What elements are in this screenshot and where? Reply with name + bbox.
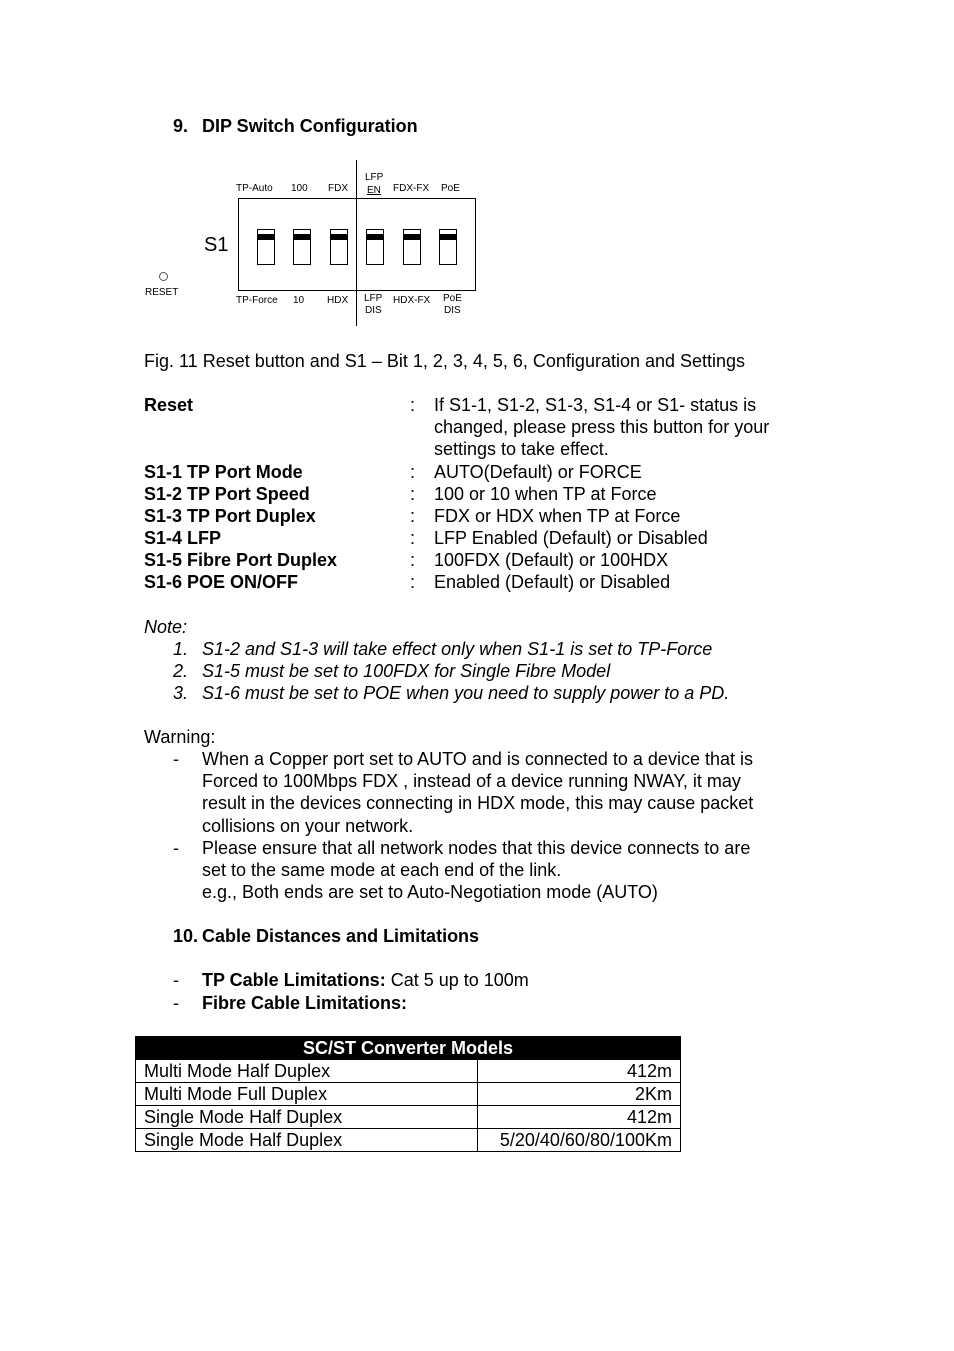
note-heading: Note: [144, 617, 188, 637]
note-item: S1-5 must be set to 100FDX for Single Fibre Model [202, 661, 611, 681]
setting-value: AUTO(Default) or FORCE [434, 462, 642, 482]
dip-switch-6[interactable] [439, 229, 457, 265]
limit-value: Cat 5 up to 100m [385, 970, 529, 990]
warning-dash: - [173, 749, 179, 769]
warning-line: When a Copper port set to AUTO and is connected to a device that is [202, 749, 753, 769]
warning-heading: Warning: [144, 727, 216, 747]
setting-colon: : [410, 462, 416, 482]
reset-button[interactable] [159, 272, 168, 281]
setting-name: S1-5 Fibre Port Duplex [144, 550, 338, 570]
table-row [136, 1060, 681, 1083]
warning-dash: - [173, 838, 179, 858]
dip-switch-1[interactable] [257, 229, 275, 265]
setting-value: Enabled (Default) or Disabled [434, 572, 671, 592]
top-label-en: EN [367, 185, 381, 196]
top-label-poe: PoE [441, 183, 460, 194]
setting-value: 100FDX (Default) or 100HDX [434, 550, 669, 570]
limit-dash: - [173, 970, 179, 990]
setting-colon: : [410, 484, 416, 504]
warning-line: Please ensure that all network nodes that this device connects to are [202, 838, 751, 858]
fibre-cable-limit [202, 992, 407, 1014]
bottom-label-lfp: LFP [364, 293, 383, 304]
setting-name: S1-6 POE ON/OFF [144, 572, 299, 592]
bottom-label-poe: PoE [443, 293, 462, 304]
setting-name: S1-4 LFP [144, 528, 222, 548]
setting-value: 100 or 10 when TP at Force [434, 484, 657, 504]
reset-label: RESET [145, 287, 179, 298]
bottom-label-tp-force: TP-Force [236, 295, 278, 306]
bottom-label-poe-dis: DIS [444, 305, 461, 316]
top-label-fdx: FDX [328, 183, 348, 194]
note-number: 1. [173, 639, 189, 659]
section-9-number: 9. [173, 116, 189, 136]
note-item: S1-6 must be set to POE when you need to supply power to a PD. [202, 683, 730, 703]
setting-value: settings to take effect. [434, 439, 609, 459]
limit-label: TP Cable Limitations: [202, 970, 386, 990]
setting-colon: : [410, 572, 416, 592]
section-9-title: DIP Switch Configuration [202, 116, 418, 136]
s1-label: S1 [204, 234, 229, 256]
dip-switch-2[interactable] [293, 229, 311, 265]
setting-value: FDX or HDX when TP at Force [434, 506, 681, 526]
bottom-label-hdx: HDX [327, 295, 349, 306]
top-label-lfp: LFP [365, 172, 384, 183]
bottom-label-hdx-fx: HDX-FX [393, 295, 431, 306]
setting-name: S1-1 TP Port Mode [144, 462, 303, 482]
table-cell-distance: 412m [478, 1060, 681, 1083]
table-cell-mode: Single Mode Half Duplex [136, 1129, 478, 1152]
setting-colon: : [410, 395, 416, 415]
setting-value: LFP Enabled (Default) or Disabled [434, 528, 708, 548]
cable-distance-table [135, 1036, 681, 1152]
setting-colon: : [410, 528, 416, 548]
dip-switch-5[interactable] [403, 229, 421, 265]
table-row [136, 1106, 681, 1129]
table-cell-distance: 5/20/40/60/80/100Km [478, 1129, 681, 1152]
note-number: 2. [173, 661, 189, 681]
top-label-tp-auto: TP-Auto [236, 183, 273, 194]
warning-line: Forced to 100Mbps FDX , instead of a device running NWAY, it may [202, 771, 741, 791]
bottom-label-10: 10 [293, 295, 305, 306]
top-label-fdx-fx: FDX-FX [393, 183, 430, 194]
table-row [136, 1083, 681, 1106]
note-item: S1-2 and S1-3 will take effect only when S1-1 is set to TP-Force [202, 639, 713, 659]
table-cell-mode: Multi Mode Half Duplex [136, 1060, 478, 1083]
table-header-row [136, 1037, 681, 1060]
table-cell-mode: Multi Mode Full Duplex [136, 1083, 478, 1106]
setting-name: S1-2 TP Port Speed [144, 484, 310, 504]
setting-colon: : [410, 550, 416, 570]
table-header: SC/ST Converter Models [136, 1037, 681, 1060]
limit-dash: - [173, 993, 179, 1013]
limit-label: Fibre Cable Limitations: [202, 993, 408, 1013]
table-cell-distance: 2Km [478, 1083, 681, 1106]
top-label-100: 100 [291, 183, 308, 194]
warning-line: e.g., Both ends are set to Auto-Negotiation mode (AUTO) [202, 882, 658, 902]
dip-switch-4[interactable] [366, 229, 384, 265]
tp-cable-limit [202, 969, 529, 991]
table-row [136, 1129, 681, 1152]
setting-name: Reset [144, 395, 194, 415]
table-cell-distance: 412m [478, 1106, 681, 1129]
setting-value: If S1-1, S1-2, S1-3, S1-4 or S1- status is [434, 395, 757, 415]
warning-line: collisions on your network. [202, 816, 414, 836]
setting-value: changed, please press this button for your [434, 417, 770, 437]
dip-switch-3[interactable] [330, 229, 348, 265]
section-10-title: Cable Distances and Limitations [202, 926, 480, 946]
warning-line: set to the same mode at each end of the link. [202, 860, 562, 880]
warning-line: result in the devices connecting in HDX mode, this may cause packet [202, 793, 754, 813]
section-10-number: 10. [173, 926, 199, 946]
bottom-label-lfp-dis: DIS [365, 305, 382, 316]
setting-colon: : [410, 506, 416, 526]
setting-name: S1-3 TP Port Duplex [144, 506, 316, 526]
figure-caption: Fig. 11 Reset button and S1 – Bit 1, 2, 3, 4, 5, 6, Configuration and Settings [144, 351, 746, 371]
note-number: 3. [173, 683, 189, 703]
table-cell-mode: Single Mode Half Duplex [136, 1106, 478, 1129]
